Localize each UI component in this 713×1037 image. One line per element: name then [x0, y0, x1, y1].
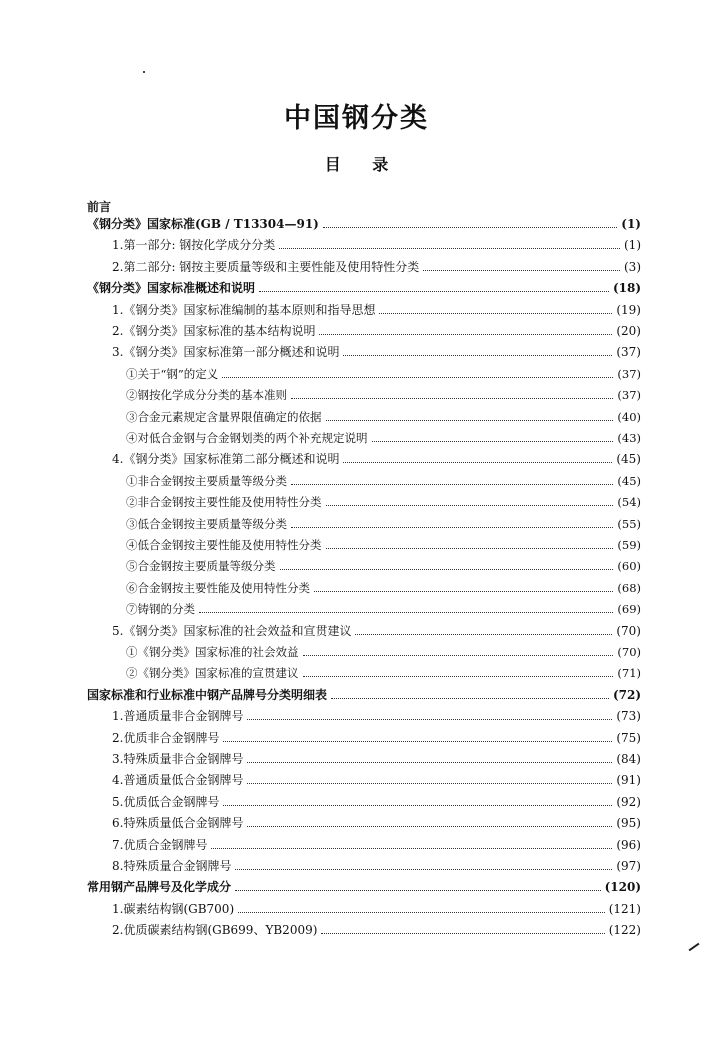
- toc-entry-label: ③低合金钢按主要质量等级分类: [126, 516, 287, 531]
- toc-leader-dots: [319, 322, 612, 335]
- toc-entry-page: (45): [616, 452, 641, 467]
- toc-leader-dots: [423, 258, 620, 271]
- toc-leader-dots: [303, 664, 614, 677]
- toc-leader-dots: [247, 814, 612, 827]
- toc-entry-label: 国家标准和行业标准中钢产品牌号分类明细表: [87, 687, 328, 702]
- toc-entry-label: 2.优质碳素结构钢(GB699、YB2009): [112, 923, 318, 938]
- toc-entry-label: ⑥合金钢按主要性能及使用特性分类: [126, 580, 310, 595]
- toc-entry[interactable]: [126, 471, 641, 491]
- toc-entry[interactable]: [112, 728, 641, 748]
- toc-leader-dots: [211, 836, 612, 849]
- toc-entry[interactable]: [87, 877, 641, 897]
- toc-entry[interactable]: [87, 685, 641, 705]
- toc-entry-label: ②非合金钢按主要性能及使用特性分类: [126, 495, 322, 510]
- toc-entry[interactable]: [112, 342, 641, 362]
- toc-entry-label: ②钢按化学成分分类的基本准则: [126, 388, 287, 403]
- toc-entry[interactable]: [126, 407, 641, 427]
- toc-entry[interactable]: [112, 770, 641, 790]
- toc-entry-label: 7.优质合金钢牌号: [112, 837, 208, 852]
- toc-entry-label: 1.第一部分: 钢按化学成分分类: [112, 238, 276, 253]
- toc-entry[interactable]: [112, 920, 641, 940]
- toc-leader-dots: [303, 643, 614, 656]
- toc-leader-dots: [343, 450, 612, 463]
- toc-entry-page: (55): [617, 516, 641, 531]
- toc-leader-dots: [279, 236, 620, 249]
- toc-entry-page: (68): [617, 580, 641, 595]
- toc-entry-page: (91): [616, 773, 641, 788]
- toc-entry[interactable]: [112, 835, 641, 855]
- toc-entry-page: (43): [617, 431, 641, 445]
- toc-entry-label: 1.《钢分类》国家标准编制的基本原则和指导思想: [112, 302, 376, 317]
- toc-entry-page: (37): [617, 366, 641, 381]
- toc-entry[interactable]: [126, 599, 641, 619]
- toc-entry-label: 《钢分类》国家标准概述和说明: [87, 281, 256, 296]
- toc-entry-page: (73): [616, 709, 641, 724]
- toc-leader-dots: [247, 771, 612, 784]
- toc-leader-dots: [280, 557, 614, 570]
- toc-entry-page: (71): [617, 666, 641, 681]
- toc-leader-dots: [222, 365, 613, 378]
- toc-entry[interactable]: [126, 492, 641, 512]
- toc-entry-label: 3.《钢分类》国家标准第一部分概述和说明: [112, 345, 340, 360]
- toc-entry-page: (54): [617, 495, 641, 510]
- toc-entry-page: (121): [608, 901, 641, 916]
- toc-entry[interactable]: [126, 514, 641, 534]
- toc-leader-dots: [379, 301, 612, 314]
- toc-entry-page: (92): [616, 794, 641, 809]
- toc-entry-label: ①非合金钢按主要质量等级分类: [126, 473, 287, 488]
- toc-entry[interactable]: [126, 556, 641, 576]
- toc-entry-page: (69): [617, 602, 641, 617]
- toc-entry-page: (45): [617, 473, 641, 488]
- toc-leader-dots: [331, 686, 609, 699]
- toc-leader-dots: [326, 408, 614, 421]
- toc-leader-dots: [314, 579, 613, 592]
- toc-leader-dots: [235, 857, 612, 870]
- toc-entry-page: (1): [621, 217, 641, 231]
- toc-entry-label: ①关于“钢”的定义: [126, 366, 219, 381]
- toc-entry[interactable]: [126, 578, 641, 598]
- toc-entry-page: (97): [616, 859, 641, 873]
- toc-entry[interactable]: [112, 899, 641, 919]
- toc-leader-dots: [199, 600, 613, 613]
- toc-entry-page: (120): [604, 880, 641, 895]
- toc-entry-page: (19): [616, 302, 641, 317]
- toc-entry-page: (20): [616, 324, 641, 338]
- toc-leader-dots: [238, 900, 605, 913]
- toc-entry-page: (95): [616, 816, 641, 831]
- toc-entry-page: (72): [612, 687, 641, 702]
- toc-leader-dots: [355, 622, 612, 635]
- toc-leader-dots: [291, 515, 613, 528]
- toc-entry-label: 2.优质非合金钢牌号: [112, 730, 220, 745]
- toc-entry-label: 《钢分类》国家标准(GB / T13304—91): [87, 217, 319, 231]
- toc-entry-page: (70): [616, 623, 641, 638]
- toc-entry-label: 8.特殊质量合金钢牌号: [112, 859, 232, 873]
- pen-mark: [689, 943, 700, 952]
- toc-entry-label: ①《钢分类》国家标准的社会效益: [126, 645, 299, 659]
- toc-leader-dots: [323, 215, 617, 228]
- toc-entry-page: (40): [617, 409, 641, 424]
- toc-entry[interactable]: [112, 856, 641, 876]
- toc-entry-label: ④对低合金钢与合金钢划类的两个补充规定说明: [126, 431, 368, 445]
- toc-preface: 前言: [87, 200, 112, 214]
- toc-entry[interactable]: [112, 749, 641, 769]
- toc-leader-dots: [321, 921, 604, 934]
- toc-leader-dots: [259, 279, 609, 292]
- toc-entry[interactable]: [126, 642, 641, 662]
- toc-leader-dots: [326, 493, 614, 506]
- toc-entry[interactable]: [87, 278, 641, 298]
- toc-leader-dots: [247, 750, 612, 763]
- toc-entry-page: (96): [616, 837, 641, 852]
- toc-entry-label: ④低合金钢按主要性能及使用特性分类: [126, 538, 322, 552]
- toc-entry[interactable]: [126, 385, 641, 405]
- toc-entry-page: (122): [608, 923, 641, 938]
- toc-entry[interactable]: [87, 214, 641, 234]
- toc-leader-dots: [223, 793, 612, 806]
- toc-leader-dots: [291, 386, 613, 399]
- toc-entry[interactable]: [126, 663, 641, 683]
- toc-entry-label: 3.特殊质量非合金钢牌号: [112, 752, 244, 766]
- toc-entry-page: (1): [624, 238, 641, 253]
- toc-entry-label: 1.普通质量非合金钢牌号: [112, 709, 244, 724]
- toc-entry-page: (59): [617, 538, 641, 552]
- toc-entry[interactable]: [126, 535, 641, 555]
- toc-leader-dots: [372, 429, 614, 442]
- toc-entry-label: 4.普通质量低合金钢牌号: [112, 773, 244, 788]
- toc-entry-page: (37): [617, 388, 641, 403]
- toc-entry-label: 4.《钢分类》国家标准第二部分概述和说明: [112, 452, 340, 467]
- toc-entry-page: (70): [617, 645, 641, 659]
- toc-entry-label: 5.《钢分类》国家标准的社会效益和宣贯建议: [112, 623, 352, 638]
- page-subtitle: 目 录: [324, 155, 389, 174]
- toc-entry-label: ⑤合金钢按主要质量等级分类: [126, 559, 276, 574]
- toc-leader-dots: [291, 472, 613, 485]
- toc-leader-dots: [247, 707, 612, 720]
- toc-entry-label: 1.碳素结构钢(GB700): [112, 901, 235, 916]
- toc-entry[interactable]: [112, 792, 641, 812]
- toc-entry-label: 2.《钢分类》国家标准的基本结构说明: [112, 324, 316, 338]
- toc-leader-dots: [235, 878, 601, 891]
- page-title: 中国钢分类: [284, 103, 429, 134]
- toc-entry-page: (60): [617, 559, 641, 574]
- toc-entry-page: (37): [616, 345, 641, 360]
- toc-entry-label: 6.特殊质量低合金钢牌号: [112, 816, 244, 831]
- toc-entry-page: (3): [624, 259, 641, 274]
- toc-entry[interactable]: [112, 621, 641, 641]
- toc-entry-label: ②《钢分类》国家标准的宣贯建议: [126, 666, 299, 681]
- toc-entry[interactable]: [112, 321, 641, 341]
- toc-entry[interactable]: [112, 257, 641, 277]
- toc-entry[interactable]: [112, 235, 641, 255]
- toc-leader-dots: [343, 343, 612, 356]
- toc-entry[interactable]: [112, 300, 641, 320]
- toc-entry-page: (18): [612, 281, 641, 296]
- toc-leader-dots: [223, 729, 612, 742]
- toc-entry-label: ⑦铸钢的分类: [126, 602, 195, 617]
- toc-entry[interactable]: [126, 364, 641, 384]
- toc-entry-label: ③合金元素规定含量界限值确定的依据: [126, 409, 322, 424]
- toc-entry-page: (84): [616, 752, 641, 766]
- toc-entry[interactable]: [126, 428, 641, 448]
- scan-speck: [143, 71, 145, 73]
- toc-entry-label: 常用钢产品牌号及化学成分: [87, 880, 232, 895]
- toc-entry[interactable]: [112, 449, 641, 469]
- toc-entry[interactable]: [112, 706, 641, 726]
- toc-entry-label: 5.优质低合金钢牌号: [112, 794, 220, 809]
- toc-entry-label: 2.第二部分: 钢按主要质量等级和主要性能及使用特性分类: [112, 259, 420, 274]
- toc-entry-page: (75): [616, 730, 641, 745]
- toc-leader-dots: [326, 536, 614, 549]
- toc-entry[interactable]: [112, 813, 641, 833]
